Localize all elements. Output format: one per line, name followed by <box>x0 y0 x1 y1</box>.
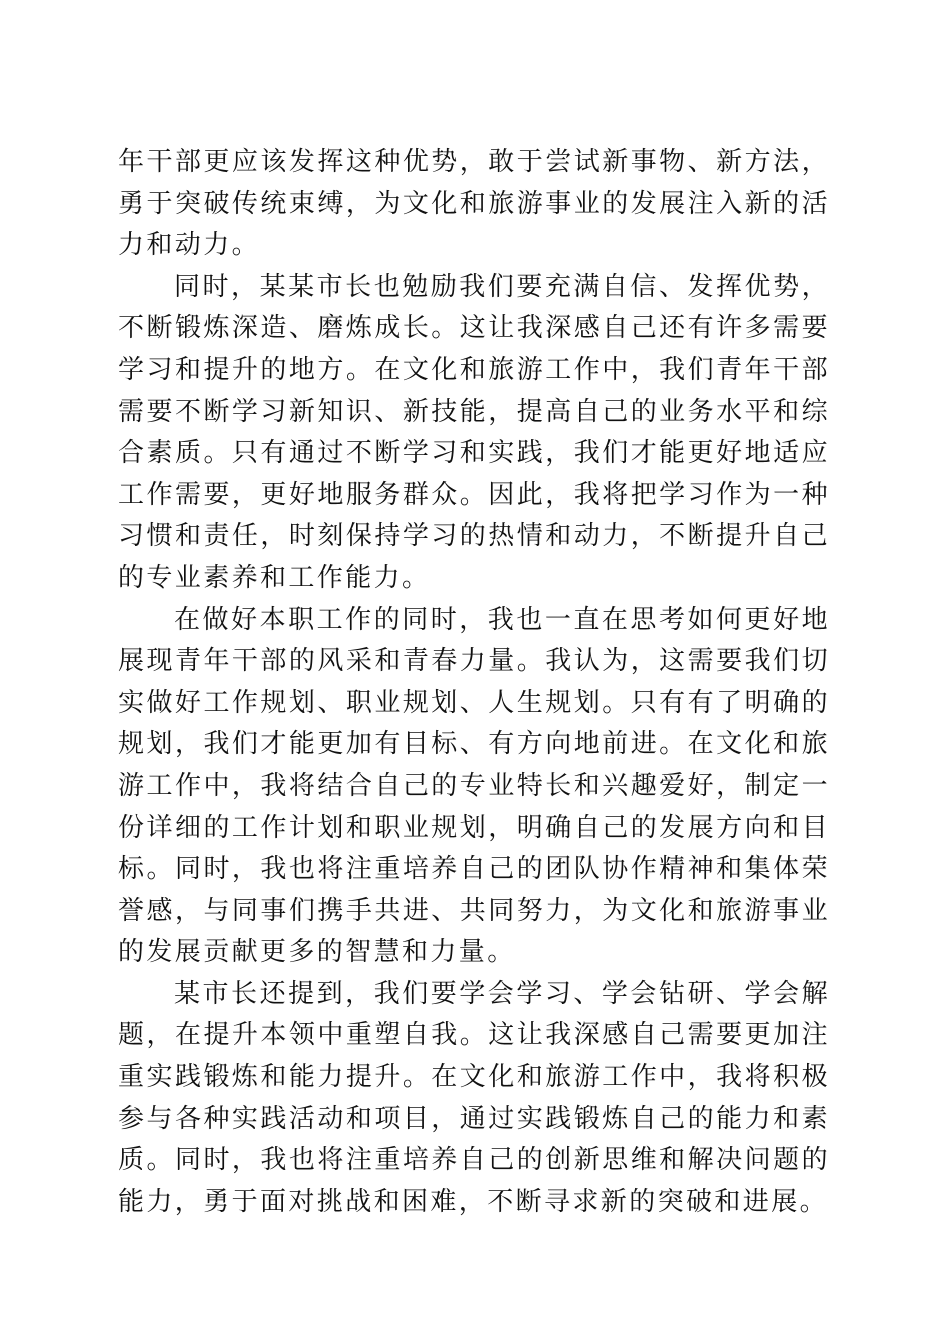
paragraph-continuation: 年干部更应该发挥这种优势，敢于尝试新事物、新方法，勇于突破传统束缚，为文化和旅游事业的发展注入新的活力和动力。 <box>118 147 830 261</box>
paragraph-practice: 某市长还提到，我们要学会学习、学会钻研、学会解题，在提升本领中重塑自我。这让我深感自己需要更加注重实践锻炼和能力提升。在文化和旅游工作中，我将积极参与各种实践活动和项目，通过实践锻炼自己的能力和素质。同时，我也将注重培养自己的创新思维和解决问题的能力，勇于面对挑战和困难，不断寻求新的突破和进展。 <box>118 978 830 1217</box>
document-body <box>118 142 830 1223</box>
paragraph-planning: 在做好本职工作的同时，我也一直在思考如何更好地展现青年干部的风采和青春力量。我认为，这需要我们切实做好工作规划、职业规划、人生规划。只有有了明确的规划，我们才能更加有目标、有方向地前进。在文化和旅游工作中，我将结合自己的专业特长和兴趣爱好，制定一份详细的工作计划和职业规划，明确自己的发展方向和目标。同时，我也将注重培养自己的团队协作精神和集体荣誉感，与同事们携手共进、共同努力，为文化和旅游事业的发展贡献更多的智慧和力量。 <box>118 604 830 968</box>
paragraph-learning: 同时，某某市长也勉励我们要充满自信、发挥优势，不断锻炼深造、磨炼成长。这让我深感自己还有许多需要学习和提升的地方。在文化和旅游工作中，我们青年干部需要不断学习新知识、新技能，提高自己的业务水平和综合素质。只有通过不断学习和实践，我们才能更好地适应工作需要，更好地服务群众。因此，我将把学习作为一种习惯和责任，时刻保持学习的热情和动力，不断提升自己的专业素养和工作能力。 <box>118 271 830 593</box>
